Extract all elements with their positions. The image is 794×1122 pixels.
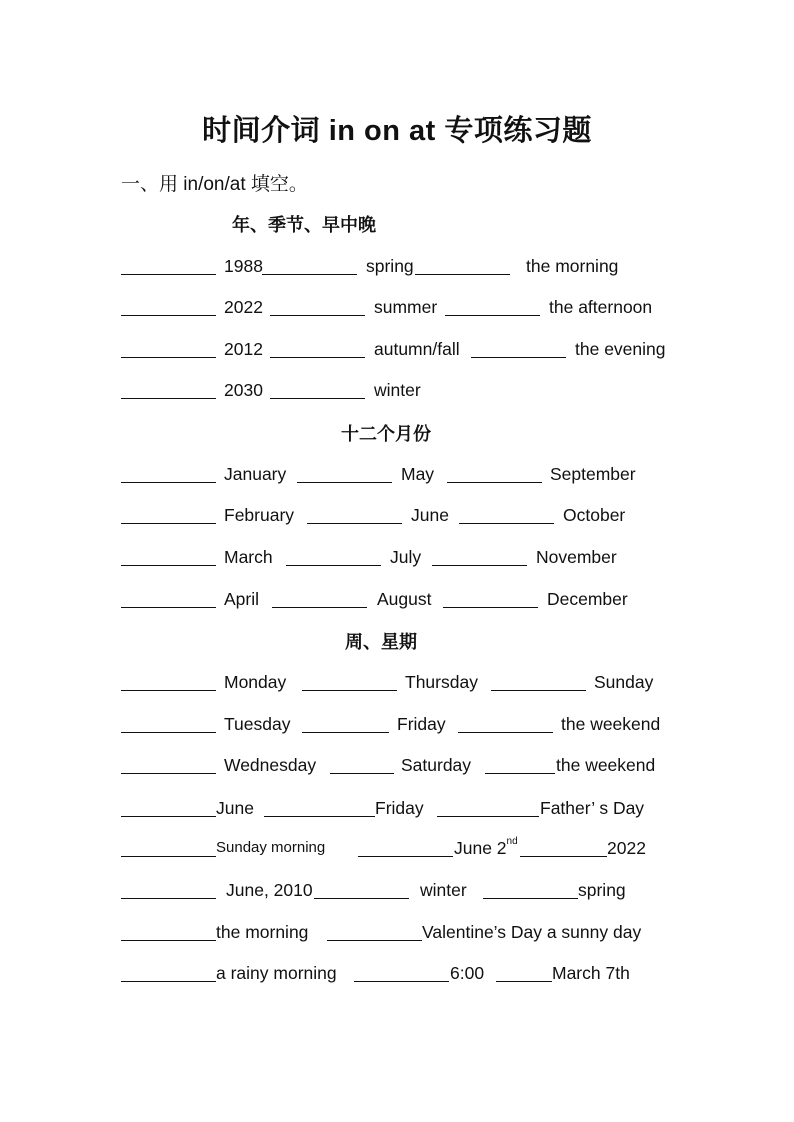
exercise-row bbox=[0, 331, 794, 361]
answer-blank[interactable] bbox=[121, 564, 216, 566]
item-day: the weekend bbox=[561, 714, 661, 734]
item-daypart: the morning bbox=[526, 256, 619, 276]
ordinal-suffix: nd bbox=[506, 836, 518, 847]
item-year: 2022 bbox=[607, 838, 646, 858]
exercise-row bbox=[0, 539, 794, 569]
exercise-row bbox=[0, 955, 794, 985]
answer-blank[interactable] bbox=[443, 606, 538, 608]
answer-blank[interactable] bbox=[483, 897, 578, 899]
answer-blank[interactable] bbox=[307, 522, 402, 524]
item-season: summer bbox=[374, 297, 438, 317]
exercise-row bbox=[0, 747, 794, 777]
answer-blank[interactable] bbox=[297, 481, 392, 483]
item-holiday: Father’ s Day bbox=[540, 798, 645, 818]
item-month: May bbox=[401, 464, 435, 484]
item-month: June bbox=[411, 505, 449, 525]
exercise-row bbox=[0, 248, 794, 278]
exercise-row bbox=[0, 830, 794, 860]
item-day: Monday bbox=[224, 672, 287, 692]
exercise-row bbox=[0, 914, 794, 944]
section-heading-years-seasons: 年、季节、早中晚 bbox=[232, 215, 376, 235]
item-season: winter bbox=[374, 380, 421, 400]
item-year: 1988 bbox=[224, 256, 263, 276]
answer-blank[interactable] bbox=[121, 855, 216, 857]
answer-blank[interactable] bbox=[121, 772, 216, 774]
answer-blank[interactable] bbox=[121, 815, 216, 817]
answer-blank[interactable] bbox=[302, 689, 397, 691]
answer-blank[interactable] bbox=[121, 356, 216, 358]
answer-blank[interactable] bbox=[121, 397, 216, 399]
item-year: 2022 bbox=[224, 297, 263, 317]
item-date: June bbox=[216, 798, 254, 818]
item-month: August bbox=[377, 589, 432, 609]
item-holiday: Valentine’s Day a sunny day bbox=[422, 922, 642, 942]
answer-blank[interactable] bbox=[358, 855, 453, 857]
item-day: Sunday bbox=[594, 672, 654, 692]
answer-blank[interactable] bbox=[121, 606, 216, 608]
item-daypart: the evening bbox=[575, 339, 666, 359]
answer-blank[interactable] bbox=[270, 314, 365, 316]
answer-blank[interactable] bbox=[327, 939, 422, 941]
item-day: Wednesday bbox=[224, 755, 317, 775]
answer-blank[interactable] bbox=[354, 980, 449, 982]
item-day: Tuesday bbox=[224, 714, 291, 734]
item-daypart: the afternoon bbox=[549, 297, 653, 317]
item-year: 2030 bbox=[224, 380, 263, 400]
item-day: Friday bbox=[397, 714, 446, 734]
item-month: November bbox=[536, 547, 617, 567]
exercise-row bbox=[0, 664, 794, 694]
answer-blank[interactable] bbox=[471, 356, 566, 358]
answer-blank[interactable] bbox=[330, 772, 394, 774]
answer-blank[interactable] bbox=[459, 522, 554, 524]
item-daypart: the morning bbox=[216, 922, 309, 942]
answer-blank[interactable] bbox=[262, 273, 357, 275]
answer-blank[interactable] bbox=[496, 980, 552, 982]
exercise-row bbox=[0, 289, 794, 319]
answer-blank[interactable] bbox=[286, 564, 381, 566]
item-season: spring bbox=[578, 880, 626, 900]
exercise-row bbox=[0, 372, 794, 402]
item-month: March bbox=[224, 547, 273, 567]
item-month: January bbox=[224, 464, 287, 484]
item-month: September bbox=[550, 464, 636, 484]
page-title: 时间介词 in on at 专项练习题 bbox=[202, 115, 592, 147]
answer-blank[interactable] bbox=[121, 731, 216, 733]
item-season: winter bbox=[420, 880, 467, 900]
item-day: the weekend bbox=[556, 755, 656, 775]
item-day: Friday bbox=[375, 798, 424, 818]
item-day: Saturday bbox=[401, 755, 472, 775]
answer-blank[interactable] bbox=[520, 855, 607, 857]
item-month: April bbox=[224, 589, 260, 609]
item-clock-time: 6:00 bbox=[450, 963, 485, 983]
item-month: July bbox=[390, 547, 422, 567]
item-date: March 7th bbox=[552, 963, 630, 983]
instruction: 一、用 in/on/at 填空。 bbox=[121, 174, 308, 195]
item-year: 2012 bbox=[224, 339, 263, 359]
exercise-row bbox=[0, 872, 794, 902]
answer-blank[interactable] bbox=[447, 481, 542, 483]
item-season: autumn/fall bbox=[374, 339, 460, 359]
answer-blank[interactable] bbox=[445, 314, 540, 316]
answer-blank[interactable] bbox=[121, 314, 216, 316]
answer-blank[interactable] bbox=[270, 356, 365, 358]
item-month: December bbox=[547, 589, 628, 609]
answer-blank[interactable] bbox=[314, 897, 409, 899]
exercise-row bbox=[0, 497, 794, 527]
exercise-row bbox=[0, 790, 794, 820]
answer-blank[interactable] bbox=[121, 980, 216, 982]
answer-blank[interactable] bbox=[121, 522, 216, 524]
answer-blank[interactable] bbox=[272, 606, 367, 608]
answer-blank[interactable] bbox=[121, 689, 216, 691]
exercise-row bbox=[0, 456, 794, 486]
exercise-row bbox=[0, 581, 794, 611]
section-heading-months: 十二个月份 bbox=[341, 424, 431, 444]
answer-blank[interactable] bbox=[491, 689, 586, 691]
answer-blank[interactable] bbox=[121, 481, 216, 483]
answer-blank[interactable] bbox=[121, 897, 216, 899]
answer-blank[interactable] bbox=[264, 815, 375, 817]
answer-blank[interactable] bbox=[432, 564, 527, 566]
item-time-phrase: Sunday morning bbox=[216, 839, 326, 856]
item-season: spring bbox=[366, 256, 414, 276]
item-month: February bbox=[224, 505, 295, 525]
item-day: Thursday bbox=[405, 672, 478, 692]
item-date: June, 2010 bbox=[226, 880, 313, 900]
answer-blank[interactable] bbox=[302, 731, 389, 733]
item-date: June 2nd bbox=[454, 836, 518, 858]
item-time-phrase: a rainy morning bbox=[216, 963, 337, 983]
answer-blank[interactable] bbox=[458, 731, 553, 733]
answer-blank[interactable] bbox=[270, 397, 365, 399]
item-month: October bbox=[563, 505, 626, 525]
answer-blank[interactable] bbox=[121, 939, 216, 941]
answer-blank[interactable] bbox=[437, 815, 539, 817]
exercise-row bbox=[0, 706, 794, 736]
answer-blank[interactable] bbox=[485, 772, 555, 774]
section-heading-week: 周、星期 bbox=[345, 632, 417, 652]
answer-blank[interactable] bbox=[121, 273, 216, 275]
answer-blank[interactable] bbox=[415, 273, 510, 275]
